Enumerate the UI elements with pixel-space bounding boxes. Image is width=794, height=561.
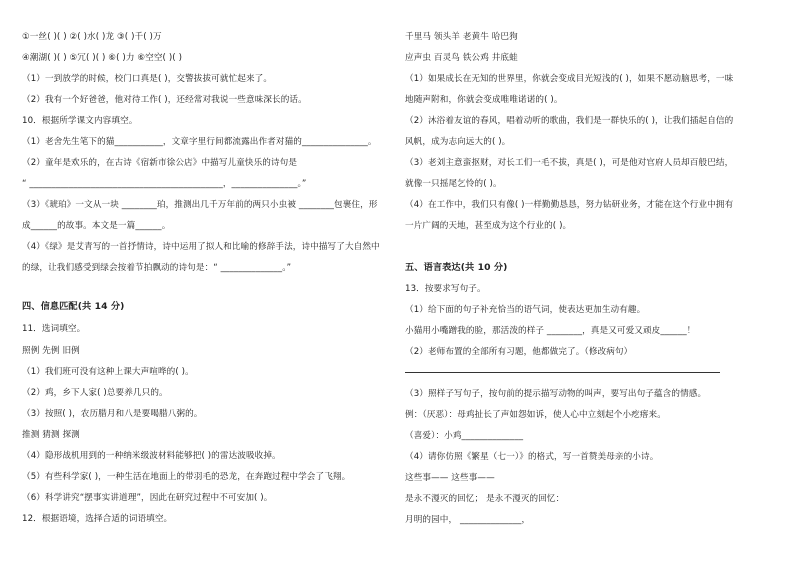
question-line: （3）照样子写句子，按句前的提示描写动物的叫声，要写出句子蕴含的情感。 — [405, 389, 707, 399]
question-title: 11．选词填空。 — [22, 324, 86, 334]
word-bank: 照例 先例 旧例 — [22, 346, 80, 356]
question-line: （6）科学讲究“摆事实讲道理”，因此在研究过程中不可安加( )。 — [22, 493, 273, 503]
question-line: 地随声附和，你就会变成唯唯诺诺的( )。 — [405, 95, 563, 105]
question-line: （4）隐形战机用到的一种纳米级波材料能够把( )的雷达波吸收掉。 — [22, 451, 281, 461]
section-heading-5: 五、语言表达(共 10 分) — [405, 262, 508, 273]
poem-line: 是永不漫灭的回忆； 是永不漫灭的回忆： — [405, 494, 565, 504]
question-line: （4）在工作中，我们只有像( )一样勤勤恳恳，努力钻研业务，才能在这个行业中拥有 — [405, 200, 734, 210]
question-line: （1）如果成长在无知的世界里，你就会变成目光短浅的( )，如果不愿动脑思考，一味 — [405, 74, 734, 84]
question-line: 成______的故事。本文是一篇______。 — [22, 221, 171, 231]
poem-line: 月明的园中， ______________， — [405, 515, 531, 525]
question-line: （2）我有一个好爸爸，他对待工作( )，还经常对我说一些意味深长的话。 — [22, 95, 307, 105]
question-line: 小猫用小嘴蹭我的脸，那活泼的样子 ________，真是又可爱又顽皮______！ — [405, 326, 696, 336]
question-line: （1）一到放学的时候，校门口真是( )，交警拔拔可就忙起来了。 — [22, 74, 273, 84]
example-line: 例：（厌恶）：母鸡扯长了声如怨如诉，使人心中立刻起个小疙瘩来。 — [405, 410, 666, 420]
question-title: 10．根据所学课文内容填空。 — [22, 116, 138, 126]
question-line: （2）童年是欢乐的，在古诗《宿新市徐公店》中描写儿童快乐的诗句是 — [22, 158, 298, 168]
question-line: （1）给下面的句子补充恰当的语气词，使表达更加生动有趣。 — [405, 305, 646, 315]
question-line: （1）老舍先生笔下的猫___________，文章字里行间都流露出作者对猫的_______________。 — [22, 137, 377, 147]
idiom-fill-row-1: ①一丝( )( ) ②( )水( )龙 ③( )千( )万 — [22, 32, 162, 42]
answer-blank-line: “ ____________________________________________，_______________。” — [22, 179, 307, 189]
question-line: （3）老刘主意蛮抠财，对长工们一毛不拔，真是( )，可是他对官府人员却百般巴结， — [405, 158, 734, 168]
question-line: 的绿，让我们感受到绿会按着节拍飘动的诗句是：“ ______________。” — [22, 263, 292, 273]
answer-rule — [405, 372, 720, 373]
question-line: （2）沐浴着友谊的春风，唱着动听的歌曲，我们是一群快乐的( )，让我们插起自信的 — [405, 116, 734, 126]
question-line: （1）我们班可没有这种上课大声喧哗的( )。 — [22, 367, 194, 377]
word-bank: 应声虫 百灵鸟 铁公鸡 井底蛙 — [405, 53, 518, 63]
word-bank: 千里马 领头羊 老黄牛 哈巴狗 — [405, 32, 518, 42]
question-line: （2）鸡，乡下人家( )总要养几只的。 — [22, 388, 168, 398]
question-line: 风帆，成为志向远大的( )。 — [405, 137, 511, 147]
question-line: （3）《琥珀》一文从一块 ________珀，推测出几千万年前的两只小虫被 ________包裹住，形 — [22, 200, 378, 210]
question-title: 13．按要求写句子。 — [405, 284, 486, 294]
question-line: 就像一只摇尾乞怜的( )。 — [405, 179, 502, 189]
question-line: （喜爱）：小鸡______________ — [405, 431, 524, 441]
section-heading-4: 四、信息匹配(共 14 分) — [22, 301, 125, 312]
question-line: （4）请你仿照《繁星（七一）》的格式，写一首赞美母亲的小诗。 — [405, 452, 659, 462]
idiom-fill-row-2: ④潮湖( )( ) ⑤冗( )( ) ⑥( )力 ⑥空空( )( ) — [22, 53, 183, 63]
question-line: （3）按照( )，农历腊月和八是要喝腊八粥的。 — [22, 409, 203, 419]
word-bank: 推测 猜测 探测 — [22, 430, 80, 440]
question-title: 12．根据语境，选择合适的词语填空。 — [22, 514, 173, 524]
poem-line: 这些事—— 这些事—— — [405, 473, 495, 483]
question-line: （4）《绿》是艾青写的一首抒情诗，诗中运用了拟人和比喻的修辞手法，诗中描写了大自然中 — [22, 242, 380, 252]
question-line: （2）老师布置的全部所有习题，他都做完了。（修改病句） — [405, 347, 633, 357]
question-line: （5）有些科学家( )，一种生活在地面上的带羽毛的恐龙，在奔跑过程中学会了飞翔。 — [22, 472, 351, 482]
question-line: 一片广阔的天地，甚至成为这个行业的( )。 — [405, 221, 572, 231]
